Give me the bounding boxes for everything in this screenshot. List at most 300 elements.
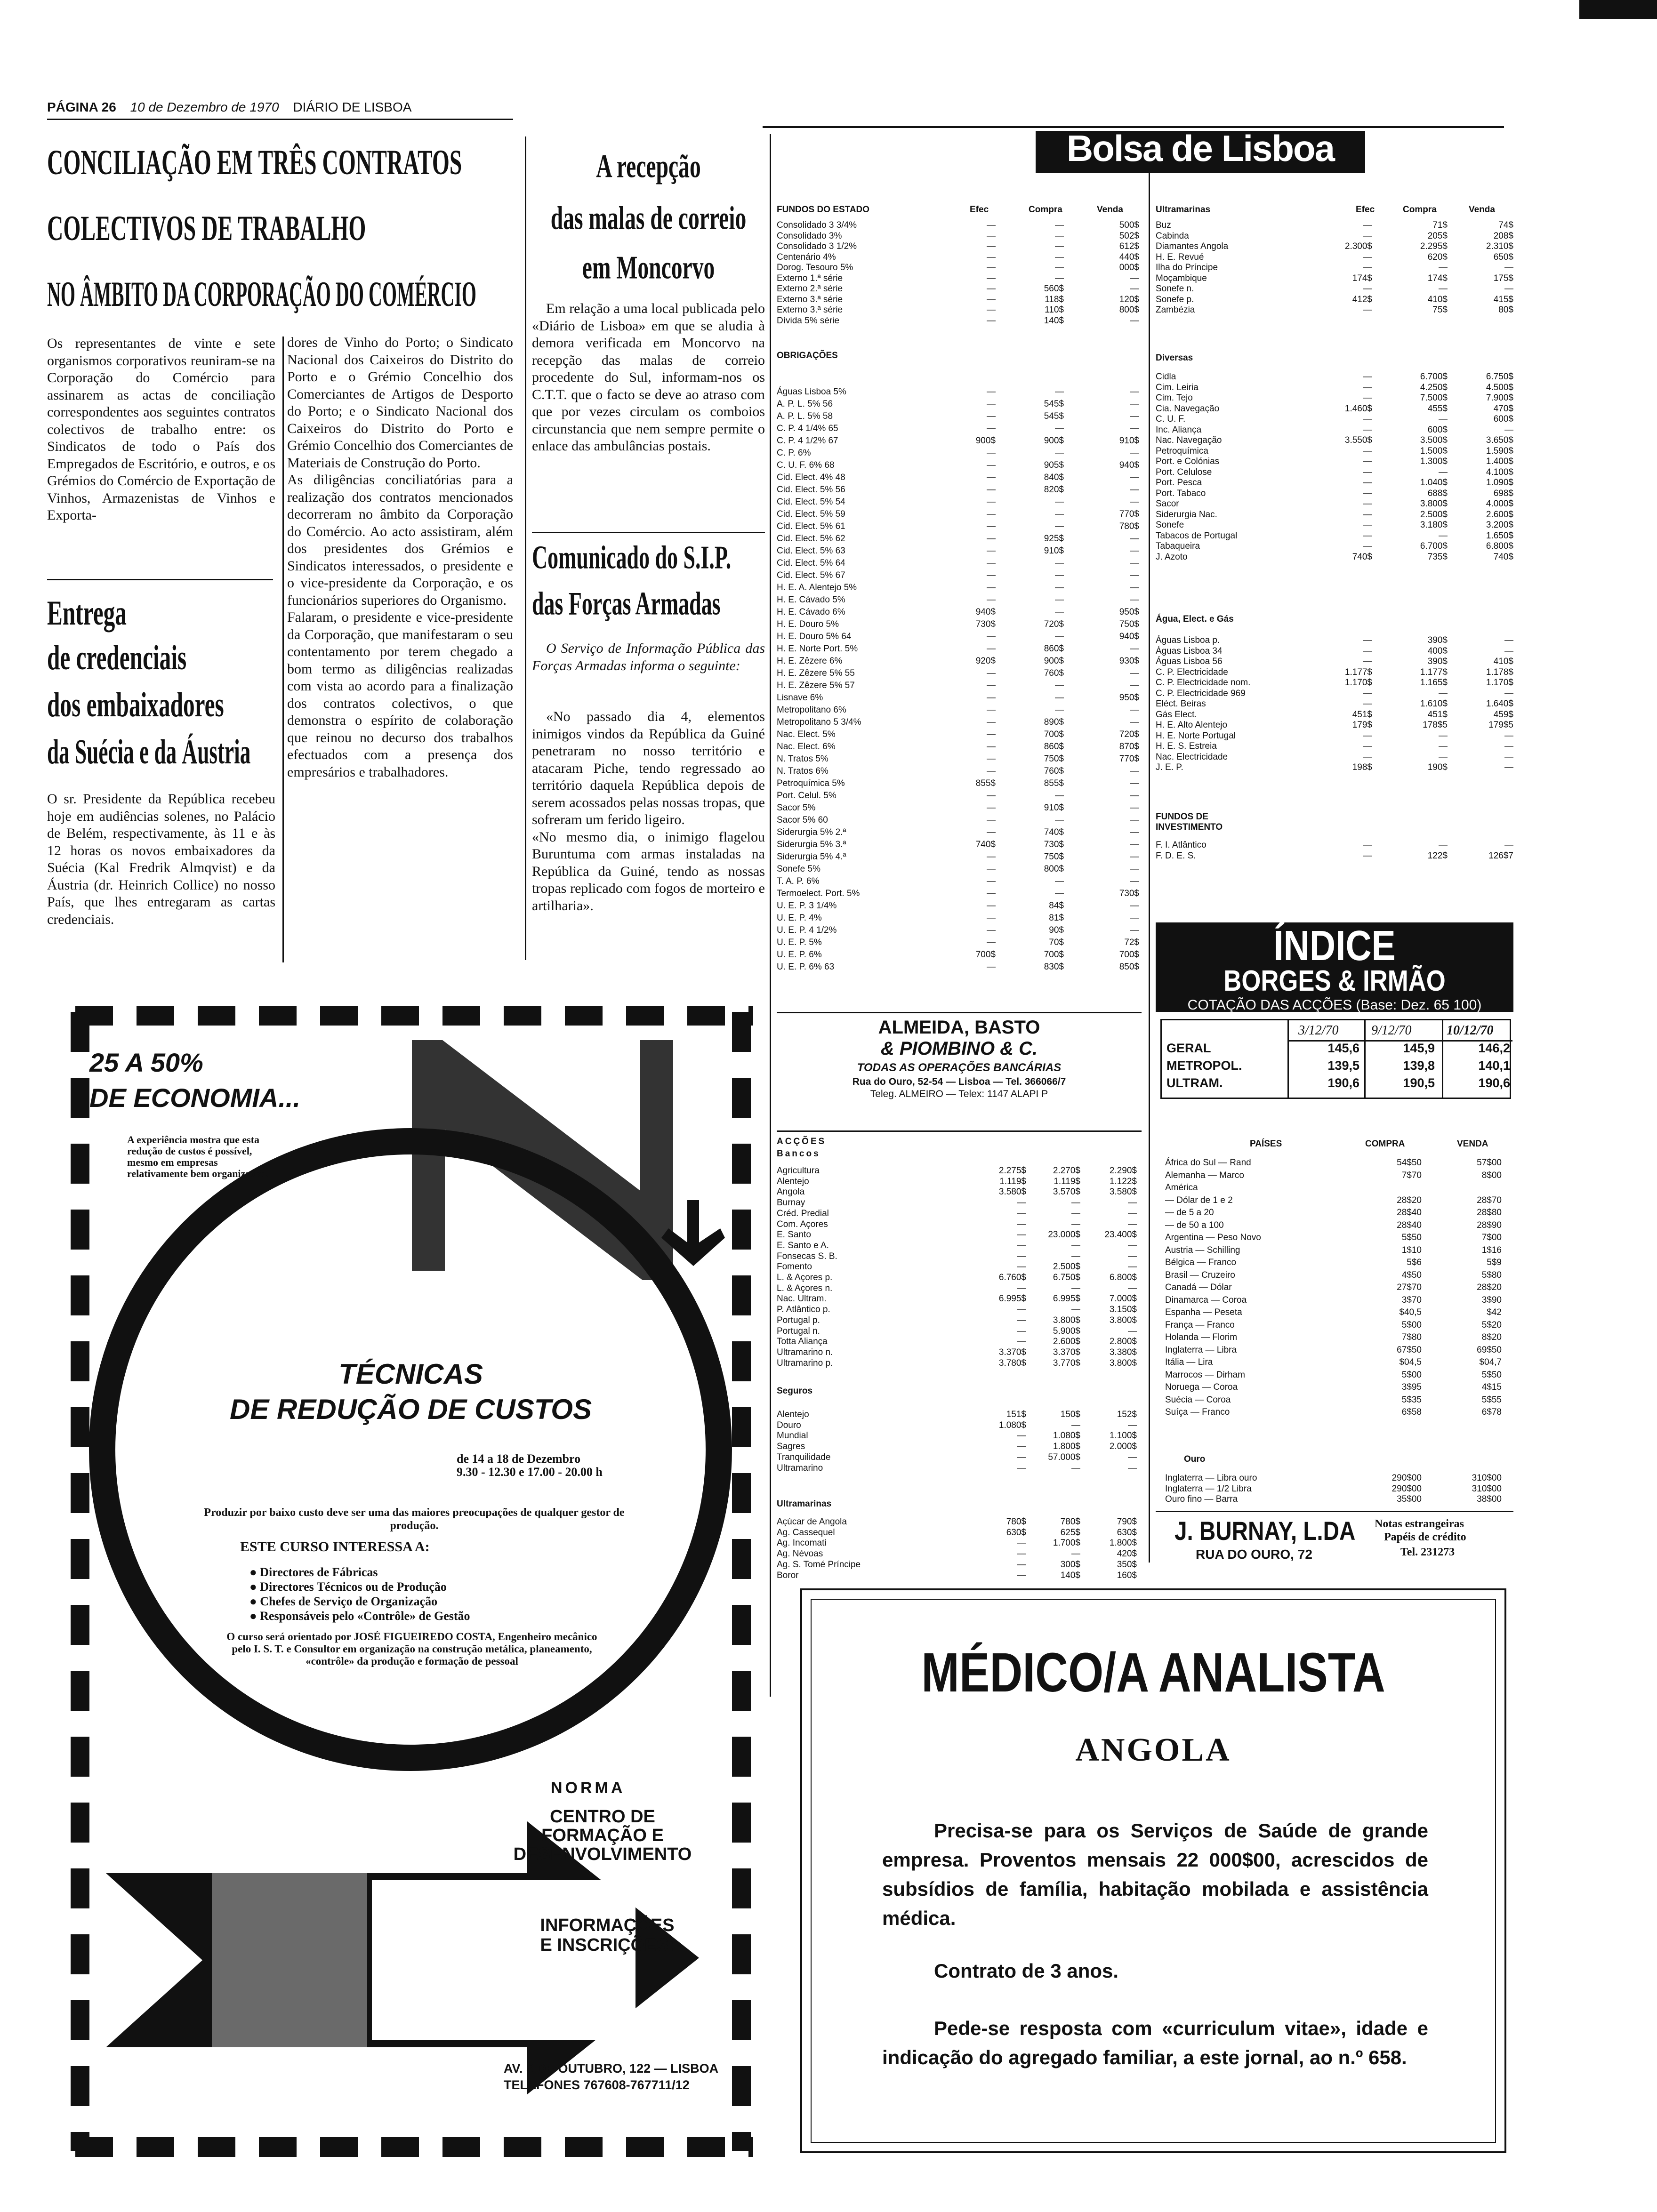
row-label: África do Sul — Rand	[1165, 1158, 1251, 1168]
row-value: 3.580$	[998, 1187, 1026, 1197]
table-row	[777, 1187, 1142, 1197]
row-value: —	[987, 294, 996, 305]
row-label: Suíça — Franco	[1165, 1407, 1230, 1417]
row-value: 2.270$	[1053, 1166, 1080, 1176]
row-label: Angola	[777, 1187, 805, 1197]
row-value: 2.600$	[1053, 1337, 1080, 1347]
headline-line-1: CONCILIAÇÃO EM TRÊS CONTRATOS	[47, 142, 462, 183]
table-row	[1156, 520, 1513, 530]
row-value: 790$	[1117, 1517, 1137, 1527]
row-value: —	[1363, 688, 1372, 698]
row-value: 905$	[1044, 460, 1064, 470]
table-row	[777, 460, 1144, 471]
row-value: —	[1128, 1198, 1137, 1208]
row-label: Port. Pesca	[1156, 478, 1202, 488]
row-value: —	[1130, 534, 1139, 544]
ad-list	[249, 1565, 470, 1623]
table-row	[777, 316, 1144, 326]
table-row	[777, 1166, 1142, 1176]
row-value: 28$90	[1477, 1220, 1502, 1230]
row-value: 1.400$	[1486, 457, 1513, 466]
row-value: —	[987, 913, 996, 923]
row-value: —	[1363, 284, 1372, 294]
row-value: 1.122$	[1109, 1176, 1137, 1186]
col-efec: Efec	[970, 205, 989, 215]
col-rule-b	[770, 134, 771, 1697]
row-label: H. E. Douro 5% 64	[777, 632, 852, 641]
row-value: —	[987, 644, 996, 654]
row-value: 3.380$	[1109, 1347, 1137, 1357]
table-row	[777, 1463, 1142, 1474]
row-value: 688$	[1427, 488, 1448, 498]
row-value: 1.800$	[1109, 1538, 1137, 1548]
row-value: 700$	[1044, 950, 1064, 960]
row-value: 208$	[1493, 231, 1513, 241]
row-value: $42	[1487, 1307, 1502, 1317]
row-value: 900$	[1044, 656, 1064, 666]
row-value: 780$	[1006, 1517, 1026, 1527]
table-row	[777, 1177, 1142, 1187]
row-value: 310$00	[1472, 1473, 1502, 1483]
row-value: 6.995$	[1053, 1294, 1080, 1304]
row-value: —	[987, 852, 996, 862]
row-value: 612$	[1119, 241, 1139, 251]
row-value: —	[1071, 1420, 1080, 1430]
row-value: 84$	[1049, 901, 1064, 911]
row-value: 910$	[1044, 803, 1064, 813]
table-row	[777, 668, 1144, 679]
headline-comunicado: Comunicado do S.I.P.	[532, 539, 732, 576]
row-value: 1.500$	[1420, 446, 1448, 456]
row-value: 1.700$	[1053, 1538, 1080, 1548]
headline-moncorvo: em Moncorvo	[582, 249, 715, 286]
notas-rows	[1156, 1158, 1513, 1421]
row-label: Externo 3.ª série	[777, 305, 843, 315]
row-value: —	[1363, 231, 1372, 241]
headline-recepcao: A recepção	[596, 148, 701, 185]
medico-ad	[800, 1588, 1506, 2153]
table-row	[777, 1230, 1142, 1240]
table-row	[777, 1305, 1142, 1315]
list-item: ● Responsáveis pelo «Contrôle» de Gestão	[249, 1609, 470, 1623]
row-value: 800$	[1119, 305, 1139, 315]
row-value: —	[1017, 1431, 1026, 1441]
row-value: —	[987, 220, 996, 230]
col-compra-2: Compra	[1403, 205, 1437, 215]
row-value: 730$	[1044, 840, 1064, 850]
row-value: 5$6	[1407, 1258, 1422, 1267]
table-row	[777, 1452, 1142, 1463]
row-value: 2.600$	[1486, 509, 1513, 520]
row-value: —	[1504, 840, 1513, 850]
row-value: 940$	[1119, 632, 1139, 641]
row-value: 1.119$	[999, 1176, 1026, 1186]
row-label: Com. Açores	[777, 1219, 828, 1229]
row-value: 820$	[1044, 485, 1064, 495]
row-value: 1.178$	[1486, 667, 1513, 677]
row-value: 451$	[1352, 709, 1372, 720]
row-value: 860$	[1044, 742, 1064, 752]
table-row	[1156, 741, 1513, 752]
row-value: 415$	[1493, 294, 1513, 305]
row-value: —	[1017, 1240, 1026, 1250]
row-label: Buz	[1156, 220, 1171, 230]
table-row	[1156, 295, 1513, 305]
table-row	[777, 534, 1144, 544]
row-value: 730$	[1119, 889, 1139, 898]
table-row	[777, 411, 1144, 422]
row-value: —	[1130, 558, 1139, 568]
row-value: 69$50	[1477, 1345, 1502, 1355]
table-row	[777, 852, 1144, 862]
row-value: 700$	[975, 950, 996, 960]
row-value: —	[987, 534, 996, 544]
row-value: 412$	[1352, 294, 1372, 305]
row-label: P. Atlântico p.	[777, 1305, 830, 1315]
row-value: —	[1130, 864, 1139, 874]
row-value: —	[1130, 583, 1139, 593]
row-value: —	[1017, 1262, 1026, 1272]
ad-phones: TELEFONES 767608-767711/12	[504, 2078, 690, 2092]
row-label: Siderurgia 5% 2.ª	[777, 827, 846, 837]
table-row	[1156, 552, 1513, 562]
indice-line-1: ÍNDICE	[1273, 922, 1396, 970]
table-row	[777, 632, 1144, 642]
row-value: —	[1130, 925, 1139, 935]
row-value: 28$20	[1477, 1282, 1502, 1292]
table-row	[777, 399, 1144, 409]
row-value: 81$	[1049, 913, 1064, 923]
row-label: U. E. P. 4%	[777, 913, 822, 923]
row-label: Ag. S. Tomé Príncipe	[777, 1559, 861, 1570]
row-label: Cia. Navegação	[1156, 403, 1220, 414]
row-value: —	[1071, 1251, 1080, 1261]
row-value: —	[1128, 1283, 1137, 1293]
row-value: 139,5	[1327, 1058, 1359, 1073]
indice-rows	[1162, 1043, 1512, 1098]
row-value: 780$	[1119, 521, 1139, 531]
row-label: Dinamarca — Coroa	[1165, 1295, 1247, 1305]
row-label: Tranquilidade	[777, 1452, 831, 1462]
row-value: —	[1055, 607, 1064, 617]
table-row	[1156, 699, 1513, 709]
table-row	[777, 925, 1144, 936]
row-value: —	[1504, 635, 1513, 645]
row-value: —	[1017, 1251, 1026, 1261]
almeida-line-2: & PIOMBINO & C.	[880, 1038, 1038, 1059]
row-label: Centenário 4%	[777, 252, 836, 262]
row-value: 1.080$	[1053, 1431, 1080, 1441]
row-label: A. P. L. 5% 58	[777, 411, 833, 421]
row-value: —	[1071, 1283, 1080, 1293]
row-value: —	[1055, 705, 1064, 715]
table-row	[1156, 263, 1513, 273]
row-label: Cidla	[1156, 372, 1176, 382]
row-value: 4.000$	[1486, 499, 1513, 509]
row-value: 5$9	[1487, 1258, 1502, 1267]
row-value: —	[987, 273, 996, 283]
burnay-papers: Papéis de crédito	[1384, 1531, 1466, 1543]
table-row	[1156, 1407, 1513, 1418]
row-value: 4.100$	[1486, 467, 1513, 477]
row-label: C. P. 4 1/2% 67	[777, 436, 838, 446]
row-value: —	[1130, 876, 1139, 886]
row-label: C. P. 6%	[777, 448, 811, 458]
bolsa-left-table	[777, 198, 1144, 998]
table-row	[1156, 1473, 1513, 1483]
row-value: —	[1363, 372, 1372, 382]
row-label: Siderurgia Nac.	[1156, 509, 1217, 520]
table-row	[1162, 1043, 1512, 1053]
row-label: Alentejo	[777, 1176, 809, 1186]
row-label: Douro	[777, 1420, 801, 1430]
row-value: —	[1055, 595, 1064, 605]
ouro-header: Ouro	[1184, 1454, 1206, 1464]
ad-dates: de 14 a 18 de Dezembro	[457, 1452, 581, 1466]
row-value: 175$	[1493, 273, 1513, 283]
row-value: —	[1504, 646, 1513, 656]
row-value: —	[1055, 509, 1064, 519]
table-row	[777, 473, 1144, 483]
table-row	[777, 448, 1144, 458]
row-value: —	[1130, 448, 1139, 458]
col-compra: Compra	[1029, 205, 1062, 215]
row-value: 110$	[1045, 305, 1064, 315]
row-label: Cid. Elect. 5% 62	[777, 534, 845, 544]
row-value: —	[987, 729, 996, 739]
row-label: C. P. Electricidade	[1156, 667, 1228, 677]
ad-headline-2: DE ECONOMIA...	[89, 1083, 301, 1113]
table-row	[1156, 635, 1513, 646]
row-value: 5$20	[1481, 1320, 1502, 1330]
row-label: U. E. P. 3 1/4%	[777, 901, 837, 911]
row-value: —	[987, 815, 996, 825]
row-value: 780$	[1060, 1517, 1080, 1527]
table-row	[1156, 1332, 1513, 1343]
row-label: Sonefe	[1156, 520, 1184, 530]
row-label: Mundial	[777, 1431, 808, 1441]
row-value: —	[1439, 840, 1448, 850]
row-value: —	[1130, 387, 1139, 397]
row-value: 190,5	[1403, 1076, 1435, 1090]
row-label: N. Tratos 6%	[777, 766, 828, 776]
norma-ad	[61, 998, 760, 2160]
headline-forcas: das Forças Armadas	[532, 585, 721, 622]
row-label: Boror	[777, 1570, 799, 1580]
row-value: 7$00	[1481, 1233, 1502, 1242]
table-row	[1156, 1195, 1513, 1206]
burnay-notes: Notas estrangeiras	[1375, 1518, 1464, 1530]
row-label: L. & Açores p.	[777, 1273, 833, 1282]
table-row	[777, 436, 1144, 446]
row-value: —	[1363, 635, 1372, 645]
table-row	[777, 295, 1144, 305]
table-row	[1156, 252, 1513, 263]
row-value: 2.275$	[998, 1166, 1026, 1176]
row-value: 70$	[1049, 938, 1064, 947]
page-number: PÁGINA 26	[47, 100, 116, 114]
bolsa-right-table	[1156, 198, 1513, 871]
headline-malas: das malas de correio	[550, 200, 747, 237]
medico-p3: Pede-se resposta com «curriculum vitae», idade e indicação do agregado familiar, a este jornal, ao n.º 658.	[882, 2017, 1428, 2068]
article-col-2: dores de Vinho do Porto; o Sindicato Nacional dos Caixeiros do Distrito do Porto e o Grémio Concelhio dos Comerciantes de Artigos de Desporto do Porto; e o Sindicato Nacional dos Caixeiros do Distrito do Porto e Grémio Concelhio dos Comerciantes de Materiais de Construção do Porto. As diligências conciliatórias para a realização dos contratos mencionados decorreram no âmbito da Corporação do Comércio. Ao acto assistiram, além dos presidentes dos Grémios e Sindicatos interessados, o presidente e o vice-presidente da Corporação, e os funcionários superiores do Organismo. Falaram, o presidente e vice-presidente da Corporação, que manifestaram o seu contentamento por terem chegado a bom termo as diligências realizadas com vista ao acordo para a finalização dos contratos colectivos, o que demonstra o espírito de colaboração que reinou no decurso dos trabalhos efectuados com a presença dos empresários e trabalhadores.	[287, 335, 513, 780]
table-row	[1156, 1220, 1513, 1231]
row-value: 3$95	[1401, 1382, 1422, 1392]
row-value: —	[1017, 1538, 1026, 1548]
table-row	[777, 864, 1144, 874]
row-value: —	[1130, 852, 1139, 862]
row-value: 3.150$	[1109, 1305, 1137, 1315]
table-row	[1156, 1307, 1513, 1318]
row-label: Cabinda	[1156, 231, 1189, 241]
row-label: Externo 1.ª série	[777, 273, 843, 283]
medico-place: ANGOLA	[1075, 1732, 1231, 1768]
row-value: 3.800$	[1420, 499, 1448, 509]
row-label: Portugal p.	[777, 1315, 820, 1325]
row-label: L. & Açores n.	[777, 1283, 833, 1293]
row-value: —	[987, 231, 996, 241]
row-value: —	[1017, 1208, 1026, 1218]
row-label: — de 50 a 100	[1165, 1220, 1224, 1230]
table-row	[777, 1442, 1142, 1452]
header-rule	[47, 119, 513, 120]
burnay-address: RUA DO OURO, 72	[1196, 1547, 1312, 1562]
row-value: 625$	[1060, 1527, 1080, 1538]
row-value: 4$50	[1401, 1270, 1422, 1280]
row-value: 720$	[1044, 619, 1064, 629]
row-label: H. E. Cávado 5%	[777, 595, 845, 605]
row-label: Cid. Elect. 5% 56	[777, 485, 845, 495]
table-row	[777, 729, 1144, 740]
table-row	[1156, 731, 1513, 741]
row-value: —	[1055, 681, 1064, 690]
row-label: Eléct. Beiras	[1156, 699, 1206, 709]
row-value: —	[987, 387, 996, 397]
table-row	[1156, 425, 1513, 435]
article-sip-text: «No passado dia 4, elementos inimigos vindos da República da Guiné penetraram no nosso território e atacaram Piche, tendo regressado ao território daquela República depois de serem acossados pelas nossas tropas, que sofreram um ferido ligeiro. «No mesmo dia, o inimigo flagelou Buruntuma com armas instaladas na República da Guiné, tendo as nossas tropas replicado com fogos de morteiro e artilharia».	[532, 709, 765, 914]
row-value: 6$78	[1481, 1407, 1502, 1417]
table-row	[1156, 752, 1513, 762]
row-value: 80$	[1498, 305, 1513, 315]
row-value: 410$	[1427, 294, 1448, 305]
table-row	[777, 509, 1144, 520]
row-value: —	[987, 315, 996, 326]
table-row	[777, 778, 1144, 789]
ultra-header: Ultramarinas	[1156, 205, 1211, 215]
headline-suecia-austria: da Suécia e da Áustria	[47, 732, 251, 771]
row-value: 152$	[1117, 1410, 1137, 1419]
row-value: 1.650$	[1486, 530, 1513, 541]
row-value: 3.570$	[1053, 1187, 1080, 1197]
row-value: —	[987, 717, 996, 727]
row-value: 950$	[1119, 693, 1139, 703]
table-row	[777, 876, 1144, 887]
row-value: 850$	[1119, 962, 1139, 972]
table-row	[777, 241, 1144, 252]
table-row	[777, 1262, 1142, 1272]
medico-p2: Contrato de 3 anos.	[934, 1960, 1119, 1982]
norma-brand: NORMA	[551, 1779, 626, 1797]
row-value: 140$	[1060, 1570, 1080, 1580]
table-row	[1156, 1382, 1513, 1393]
row-value: —	[987, 521, 996, 531]
row-label: Cid. Elect. 5% 59	[777, 509, 845, 519]
row-value: 160$	[1117, 1570, 1137, 1580]
table-row	[1156, 1345, 1513, 1355]
row-label: H. E. A. Alentejo 5%	[777, 583, 857, 593]
row-label: Port. Celulose	[1156, 467, 1212, 477]
table-row	[777, 901, 1144, 911]
article-sip	[532, 532, 765, 960]
row-label: Inglaterra — Libra ouro	[1165, 1473, 1257, 1483]
table-row	[777, 1273, 1142, 1283]
row-value: 910$	[1044, 546, 1064, 556]
table-row	[777, 1315, 1142, 1326]
row-value: 178$5	[1423, 720, 1448, 730]
table-row	[777, 1538, 1142, 1548]
row-value: —	[1128, 1326, 1137, 1336]
row-value: 2.290$	[1109, 1166, 1137, 1176]
row-value: —	[1439, 414, 1448, 424]
row-value: —	[1363, 646, 1372, 656]
row-label: Lisnave 6%	[777, 693, 823, 703]
row-label: Itália — Lira	[1165, 1357, 1213, 1367]
table-row	[1156, 499, 1513, 509]
row-label: Ag. Incomati	[777, 1538, 827, 1548]
table-row	[777, 305, 1144, 315]
row-value: —	[1363, 467, 1372, 477]
row-label: Bélgica — Franco	[1165, 1258, 1237, 1267]
row-value: —	[1363, 488, 1372, 498]
row-label: Sonefe p.	[1156, 294, 1194, 305]
table-row	[777, 803, 1144, 813]
row-label: Consolidado 3%	[777, 231, 842, 241]
row-value: 500$	[1119, 220, 1139, 230]
seguros-header: Seguros	[777, 1386, 813, 1396]
row-value: 7.900$	[1486, 393, 1513, 403]
row-value: 151$	[1006, 1410, 1026, 1419]
row-label: Cid. Elect. 4% 48	[777, 473, 845, 482]
row-value: —	[1130, 913, 1139, 923]
table-row	[1156, 1484, 1513, 1494]
table-row	[777, 424, 1144, 434]
row-value: —	[1055, 263, 1064, 272]
row-value: —	[1130, 644, 1139, 654]
row-label: Tabaqueira	[1156, 541, 1200, 551]
row-label: Alemanha — Marco	[1165, 1170, 1244, 1180]
row-value: —	[1017, 1230, 1026, 1240]
ad-intro: A experiência mostra que esta redução de custos é possível, mesmo em empresas relativamente bem organizadas.	[127, 1134, 268, 1179]
row-value: $04,7	[1479, 1357, 1502, 1367]
row-value: —	[1055, 241, 1064, 251]
headline-line-2: COLECTIVOS DE TRABALHO	[47, 208, 366, 248]
row-value: 620$	[1427, 252, 1448, 262]
row-value: 190$	[1427, 762, 1448, 772]
row-label: Marrocos — Dirham	[1165, 1370, 1245, 1380]
list-item: ● Directores de Fábricas	[249, 1565, 378, 1579]
row-value: —	[1363, 752, 1372, 762]
table-row	[777, 681, 1144, 691]
row-value: 3.800$	[1053, 1315, 1080, 1325]
row-value: —	[987, 448, 996, 458]
row-label: Ultramarino n.	[777, 1347, 833, 1357]
row-value: 855$	[975, 778, 996, 788]
row-value: —	[1055, 583, 1064, 593]
row-value: —	[1017, 1283, 1026, 1293]
row-value: 7$80	[1401, 1332, 1422, 1342]
row-value: 6.760$	[998, 1273, 1026, 1282]
row-value: 770$	[1119, 754, 1139, 764]
